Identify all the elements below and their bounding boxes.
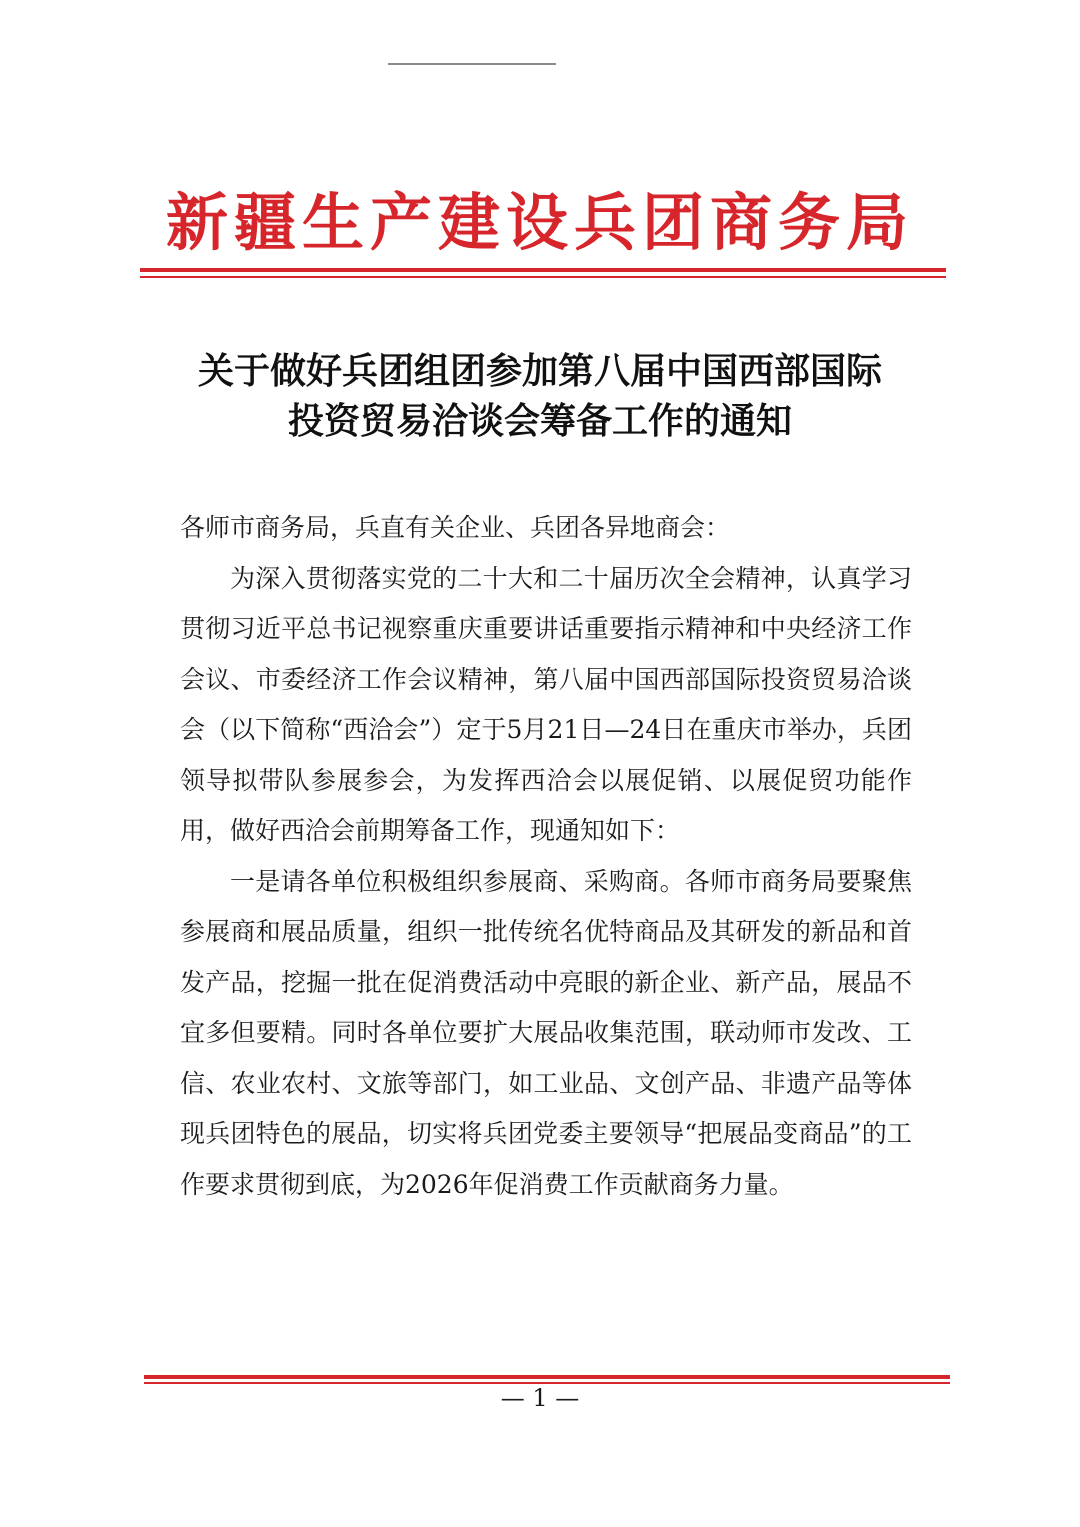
- document-title: [0, 346, 1080, 446]
- document-title-line-2: 投资贸易洽谈会筹备工作的通知: [287, 400, 792, 442]
- document-title-line-1: 关于做好兵团组团参加第八届中国西部国际: [197, 350, 882, 392]
- page-number: — 1 —: [500, 1384, 580, 1412]
- letterhead-rule-thin: [140, 276, 946, 278]
- scan-mark-top: [388, 63, 556, 65]
- document-body: [180, 503, 912, 1210]
- paragraph-intro: 为深入贯彻落实党的二十大和二十届历次全会精神，认真学习贯彻习近平总书记视察重庆重要讲话重要指示精神和中央经济工作会议、市委经济工作会议精神，第八届中国西部国际投资贸易洽谈会（以下简称“西洽会”）定于5月21日—24日在重庆市举办，兵团领导拟带队参展参会，为发挥西洽会以展促销、以展促贸功能作用，做好西洽会前期筹备工作，现通知如下：: [180, 563, 912, 845]
- paragraph-item-1: 一是请各单位积极组织参展商、采购商。各师市商务局要聚焦参展商和展品质量，组织一批传统名优特商品及其研发的新品和首发产品，挖掘一批在促消费活动中亮眼的新企业、新产品，展品不宜多但要精。同时各单位要扩大展品收集范围，联动师市发改、工信、农业农村、文旅等部门，如工业品、文创产品、非遗产品等体现兵团特色的展品，切实将兵团党委主要领导“把展品变商品”的工作要求贯彻到底，为2026年促消费工作贡献商务力量。: [180, 866, 912, 1199]
- footer-rule-thick: [144, 1375, 950, 1379]
- letterhead-rule-thick: [140, 268, 946, 272]
- salutation: 各师市商务局，兵直有关企业、兵团各异地商会：: [180, 513, 731, 542]
- letterhead-org-name: 新疆生产建设兵团商务局: [165, 186, 914, 259]
